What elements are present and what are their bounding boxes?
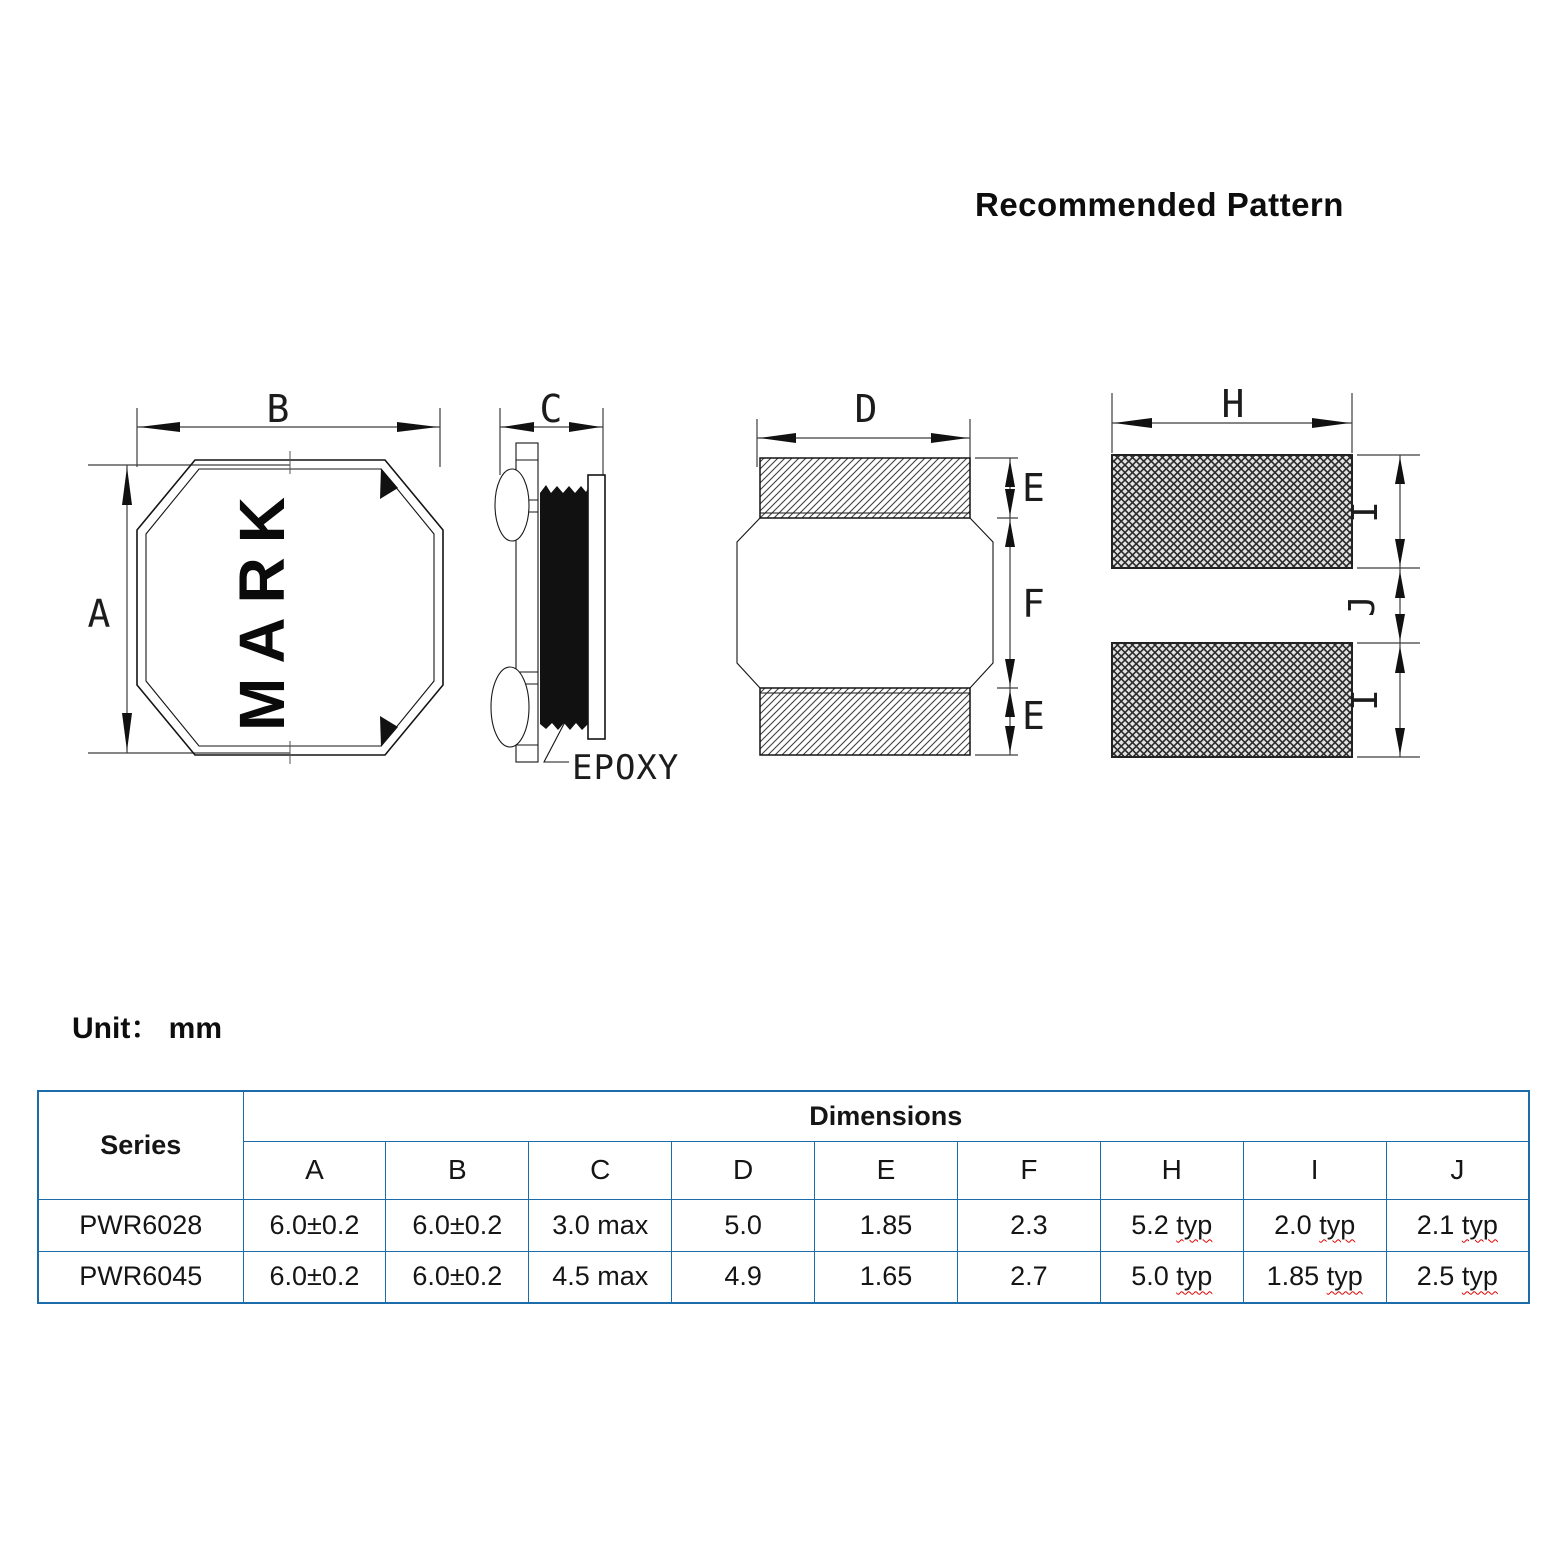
- typ-suffix: typ: [1176, 1209, 1213, 1240]
- column-header-i: I: [1243, 1141, 1386, 1199]
- dim-label-h: H: [1221, 382, 1245, 426]
- dimensions-header: Dimensions: [243, 1091, 1529, 1141]
- typ-suffix: typ: [1326, 1261, 1363, 1292]
- dim-label-i-top: I: [1345, 501, 1386, 523]
- table-header-row-1: [38, 1091, 1529, 1141]
- table-cell: 6.0±0.2: [386, 1251, 529, 1303]
- pattern-pad-top: [1112, 455, 1352, 568]
- series-header: Series: [38, 1091, 243, 1199]
- dim-label-i-bottom: I: [1345, 689, 1386, 711]
- table-cell: 1.85 typ: [1243, 1251, 1386, 1303]
- column-header-e: E: [815, 1141, 958, 1199]
- table-cell: 2.3: [957, 1199, 1100, 1251]
- pattern-view-drawing: [1112, 382, 1420, 757]
- column-header-d: D: [672, 1141, 815, 1199]
- table-cell: 4.9: [672, 1251, 815, 1303]
- table-cell: 2.1 typ: [1386, 1199, 1529, 1251]
- dim-label-j: J: [1342, 595, 1383, 617]
- dim-label-b: B: [266, 387, 290, 431]
- table-cell: 2.7: [957, 1251, 1100, 1303]
- typ-suffix: typ: [1461, 1261, 1498, 1292]
- dim-label-f: F: [1022, 582, 1045, 626]
- table-cell: 3.0 max: [529, 1199, 672, 1251]
- table-cell: 5.2 typ: [1100, 1199, 1243, 1251]
- table-cell: 5.0 typ: [1100, 1251, 1243, 1303]
- table-row: [38, 1199, 1529, 1251]
- table-cell: 2.0 typ: [1243, 1199, 1386, 1251]
- table-cell: 1.85: [815, 1199, 958, 1251]
- dim-label-e-bottom: E: [1022, 694, 1045, 738]
- table-row: [38, 1251, 1529, 1303]
- series-cell: PWR6045: [38, 1251, 243, 1303]
- column-header-c: C: [529, 1141, 672, 1199]
- dim-label-c: C: [539, 387, 563, 431]
- typ-suffix: typ: [1176, 1261, 1213, 1292]
- dimensions-table: [37, 1090, 1530, 1304]
- dimension-drawings: [0, 375, 1562, 805]
- table-cell: 6.0±0.2: [243, 1251, 386, 1303]
- coil-winding: [540, 485, 588, 730]
- dim-label-d: D: [854, 387, 878, 431]
- column-header-b: B: [386, 1141, 529, 1199]
- side-view-drawing: [491, 387, 679, 788]
- table-cell: 6.0±0.2: [386, 1199, 529, 1251]
- column-header-h: H: [1100, 1141, 1243, 1199]
- dim-label-e-top: E: [1022, 466, 1045, 510]
- page-title: Recommended Pattern: [975, 186, 1344, 223]
- table-cell: 5.0: [672, 1199, 815, 1251]
- bottom-view-drawing: [737, 387, 1045, 755]
- column-header-a: A: [243, 1141, 386, 1199]
- mark-label: MARK: [226, 483, 298, 731]
- series-cell: PWR6028: [38, 1199, 243, 1251]
- table-cell: 1.65: [815, 1251, 958, 1303]
- pattern-pad-bottom: [1112, 643, 1352, 757]
- epoxy-label: EPOXY: [572, 748, 680, 788]
- column-header-j: J: [1386, 1141, 1529, 1199]
- column-header-f: F: [957, 1141, 1100, 1199]
- table-body: [38, 1199, 1529, 1303]
- table-cell: 2.5 typ: [1386, 1251, 1529, 1303]
- typ-suffix: typ: [1319, 1209, 1356, 1240]
- table-cell: 4.5 max: [529, 1251, 672, 1303]
- dim-label-a: A: [87, 592, 111, 636]
- table-cell: 6.0±0.2: [243, 1199, 386, 1251]
- table-header-row-2: [38, 1141, 1529, 1199]
- unit-label: Unit： mm: [72, 1012, 222, 1045]
- typ-suffix: typ: [1461, 1209, 1498, 1240]
- top-view-drawing: [88, 387, 443, 764]
